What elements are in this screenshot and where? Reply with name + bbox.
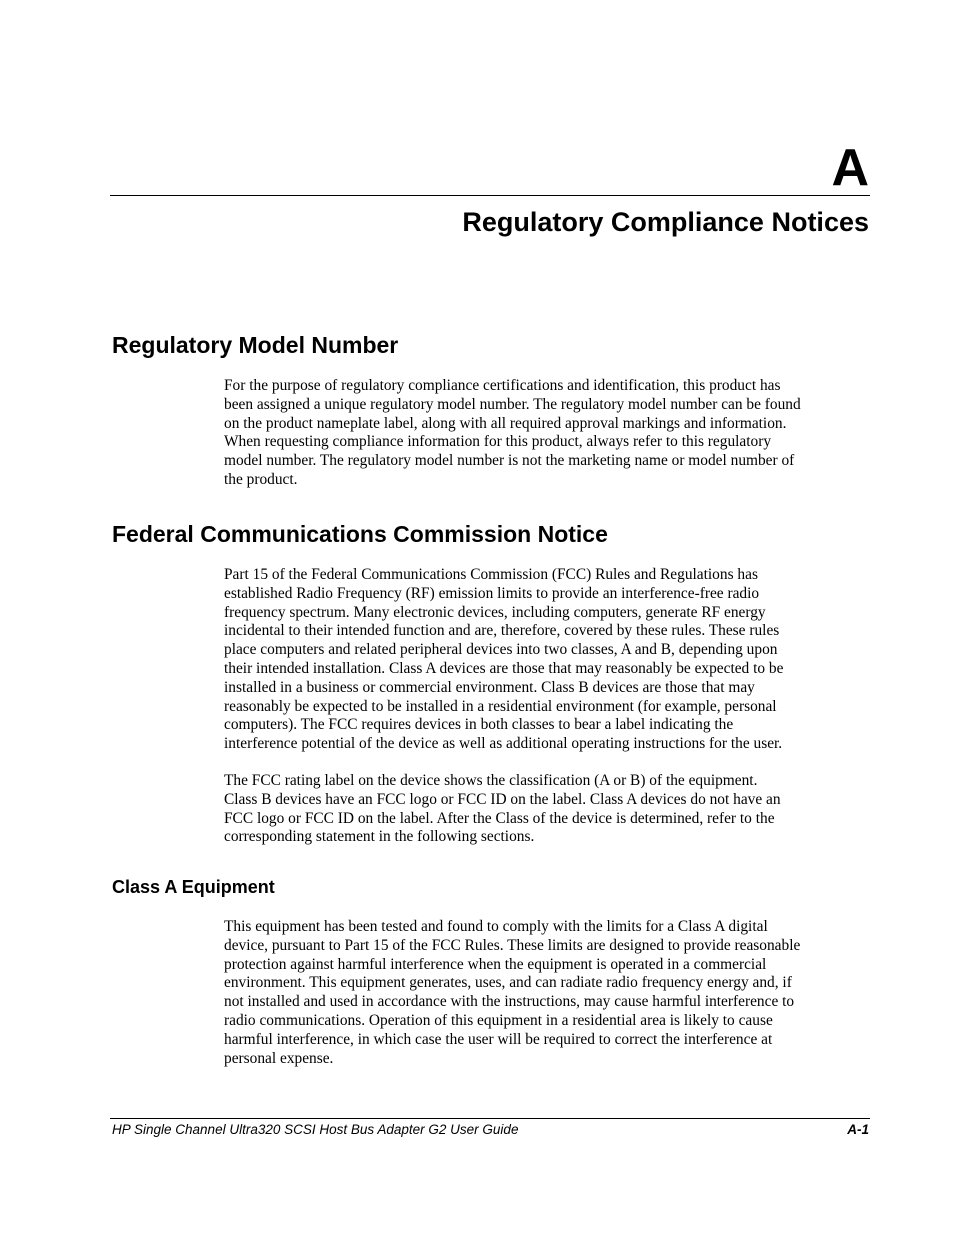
paragraph-class-a: This equipment has been tested and found to comply with the limits for a Class A digital device, pursuant to Part 15 of the FCC Rules. These limits are designed to provide reasonable protection against harmful interference when the equipment is operated in a commercial environment. This equipment generates, uses, and can radiate radio frequency energy and, if not installed and used in accordance with the instructions, may cause harmful interference to radio communications. Operation of this equipment in a residential area is likely to cause harmful interference, in which case the user will be required to correct the interference at personal expense. — [224, 918, 801, 1067]
paragraph-fcc-notice-1: Part 15 of the Federal Communications Commission (FCC) Rules and Regulations has established Radio Frequency (RF) emission limits to provide an interference-free radio frequency spectrum. Many electronic devices, including computers, generate RF energy incidental to their intended function and are, therefore, covered by these rules. These rules place computers and related peripheral devices into two classes, A and B, depending upon their intended installation. Class A devices are those that may reasonably be expected to be installed in a business or commercial environment. Class B devices are those that may reasonably be expected to be installed in a residential environment (for example, personal computers). The FCC requires devices in both classes to bear a label indicating the interference potential of the device as well as additional operating instructions for the user. — [224, 566, 784, 753]
section-heading-fcc-notice: Federal Communications Commission Notice — [112, 521, 608, 547]
chapter-title: Regulatory Compliance Notices — [462, 207, 869, 237]
paragraph-fcc-notice-2: The FCC rating label on the device shows the classification (A or B) of the equipment. Class B devices have an FCC logo or FCC ID on the label. Class A devices do not have an FCC logo or FCC ID on the label. After the Class of the device is determined, refer to the corresponding statement in the following sections. — [224, 772, 781, 846]
section-heading-regulatory-model-number: Regulatory Model Number — [112, 332, 399, 358]
chapter-divider — [110, 195, 870, 196]
footer-divider — [110, 1118, 870, 1119]
subsection-heading-class-a: Class A Equipment — [112, 877, 275, 897]
paragraph-regulatory-model-number: For the purpose of regulatory compliance certifications and identification, this product has been assigned a unique regulatory model number. The regulatory model number can be found on the product nameplate label, along with all required approval markings and information. When requesting compliance information for this product, always refer to this regulatory model number. The regulatory model number is not the marketing name or model number of the product. — [224, 377, 801, 488]
footer-page-number: A-1 — [847, 1122, 869, 1137]
chapter-letter: A — [831, 139, 869, 197]
footer-document-title: HP Single Channel Ultra320 SCSI Host Bus Adapter G2 User Guide — [112, 1122, 519, 1137]
